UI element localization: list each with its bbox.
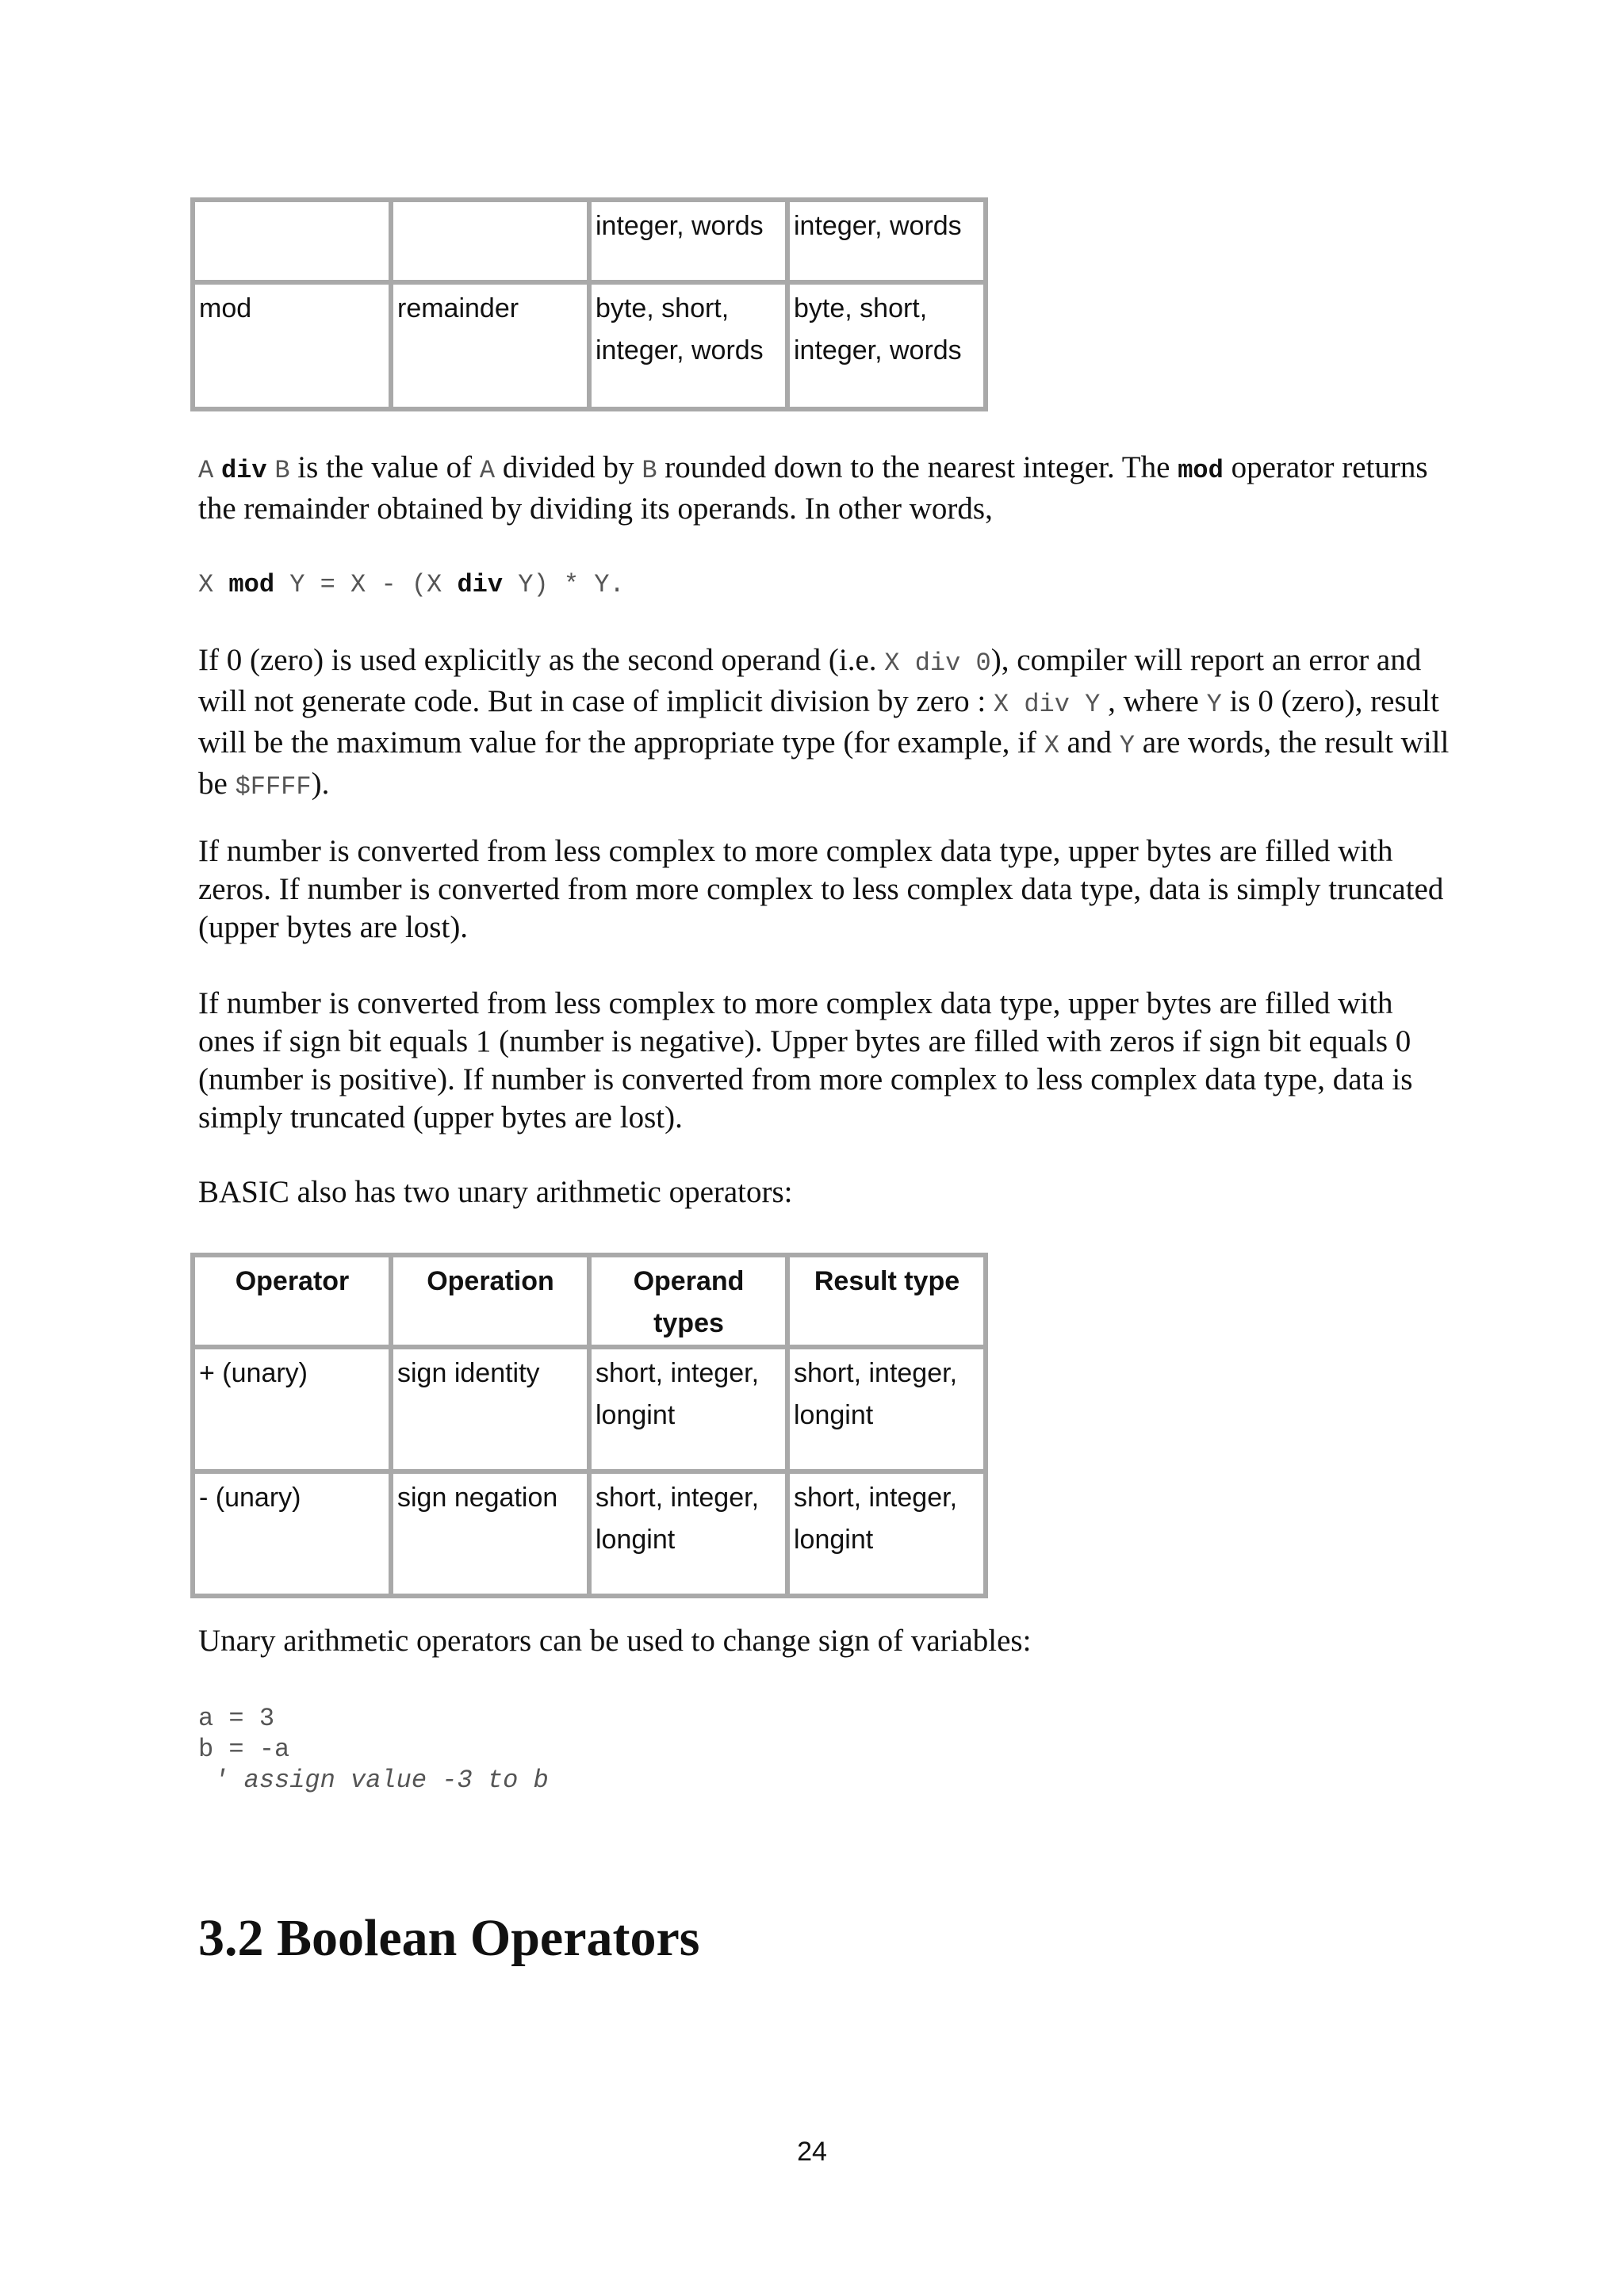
unary-intro-paragraph: BASIC also has two unary arithmetic operators: — [198, 1175, 793, 1209]
text-segment: is the value of — [289, 450, 480, 484]
table-cell: + (unary) — [193, 1347, 391, 1471]
code-line: b = -a — [198, 1735, 290, 1764]
code-example — [198, 1703, 549, 1796]
table-cell — [193, 200, 391, 282]
table-cell — [391, 200, 589, 282]
unsigned-conversion-paragraph: If number is converted from less complex to more complex data type, upper bytes are filled with zeros. If number is converted from more complex to less complex data type, data is simply truncated (upper bytes are lost). — [198, 834, 1444, 944]
table-cell: sign identity — [391, 1347, 589, 1471]
mod-formula: X mod Y = X - (X div Y) * Y. — [198, 570, 625, 599]
inline-code: X div Y — [993, 690, 1101, 719]
div-mod-paragraph — [198, 449, 1451, 528]
table-cell: short, integer, longint — [787, 1471, 986, 1596]
text-segment: rounded down to the nearest integer. The — [657, 450, 1178, 484]
table-cell: - (unary) — [193, 1471, 391, 1596]
table-cell: short, integer, longint — [787, 1347, 986, 1471]
code-a: A — [479, 456, 496, 485]
section-heading: 3.2 Boolean Operators — [198, 1909, 700, 1967]
inline-code: X div 0 — [884, 649, 991, 678]
inline-code: X — [1044, 731, 1059, 760]
code-mod-keyword: mod — [1178, 456, 1224, 485]
code-comment: ' assign value -3 to b — [198, 1766, 549, 1795]
table-header-cell: Operation — [391, 1255, 589, 1347]
page-number: 24 — [797, 2137, 827, 2167]
table-row — [193, 200, 986, 282]
table-row — [193, 1347, 986, 1471]
code-div-keyword: div — [220, 456, 267, 485]
code-mod-keyword: mod — [228, 570, 275, 599]
unary-operators-table — [190, 1253, 988, 1598]
table-header-row — [193, 1255, 986, 1347]
code-b: B — [642, 456, 657, 485]
arithmetic-operators-table-continued — [190, 197, 988, 411]
table-cell: integer, words — [589, 200, 787, 282]
inline-code: Y — [1206, 690, 1222, 719]
table-cell: byte, short, integer, words — [787, 282, 986, 409]
code-b: B — [274, 456, 290, 485]
table-header-cell: Result type — [787, 1255, 986, 1347]
inline-code: $FFFF — [235, 772, 312, 802]
table-cell: byte, short, integer, words — [589, 282, 787, 409]
signed-conversion-paragraph: If number is converted from less complex to more complex data type, upper bytes are filled with ones if sign bit equals 1 (number is negative). Upper bytes are filled with zeros if sign bit equals 0 (number is positive). If number is converted from more complex to less complex data type, data is simply truncated (upper bytes are lost). — [198, 986, 1413, 1135]
table-cell: short, integer, longint — [589, 1471, 787, 1596]
unary-usage-paragraph: Unary arithmetic operators can be used to change sign of variables: — [198, 1624, 1032, 1658]
table-cell: remainder — [391, 282, 589, 409]
text-segment: divided by — [495, 450, 642, 484]
text-segment: operator returns the remainder obtained by dividing its operands. In other words, — [198, 450, 1428, 526]
division-by-zero-paragraph: If 0 (zero) is used explicitly as the second operand (i.e. X div 0), compiler will report an error and will not generate code. But in case of implicit division by zero : X div Y , where Y is 0 (zero), result will be the maximum value for the appropriate type (for example, if X and Y are words, the result will be $FFFF). — [198, 643, 1450, 802]
code-line: a = 3 — [198, 1704, 275, 1733]
table-row — [193, 282, 986, 409]
table-cell: integer, words — [787, 200, 986, 282]
table-header-cell: Operand types — [589, 1255, 787, 1347]
table-header-cell: Operator — [193, 1255, 391, 1347]
table-row — [193, 1471, 986, 1596]
code-div-keyword: div — [457, 570, 504, 599]
table-cell: mod — [193, 282, 391, 409]
table-cell: sign negation — [391, 1471, 589, 1596]
code-a: A — [198, 456, 214, 485]
table-cell: short, integer, longint — [589, 1347, 787, 1471]
inline-code: Y — [1119, 731, 1135, 760]
